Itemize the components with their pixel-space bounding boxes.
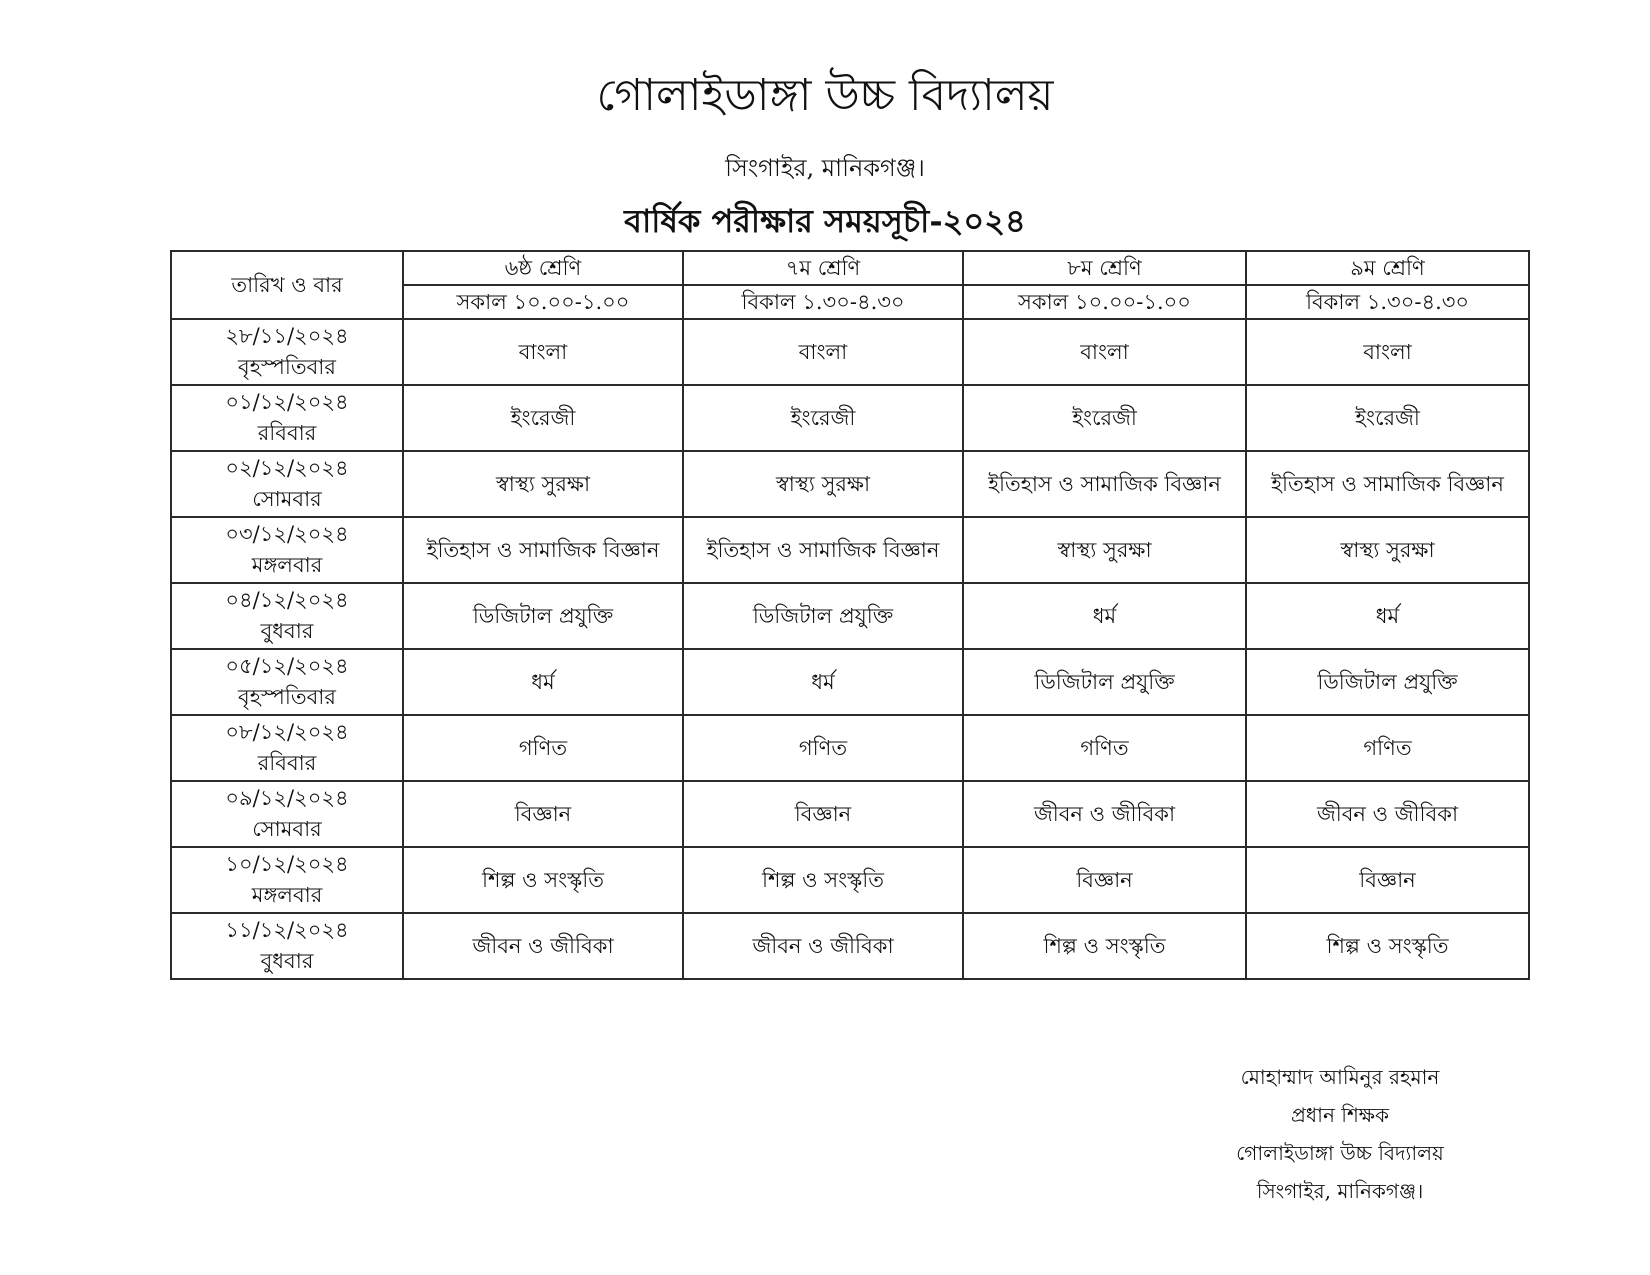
date-day-cell — [171, 517, 403, 583]
exam-title: বার্ষিক পরীক্ষার সময়সূচী-২০২৪ — [624, 202, 1026, 240]
subject-cell: ইংরেজী — [683, 385, 963, 451]
exam-routine-table — [170, 250, 1530, 980]
subject-cell: শিল্প ও সংস্কৃতি — [1246, 913, 1529, 979]
date-day-cell — [171, 715, 403, 781]
subject-cell: ধর্ম — [963, 583, 1246, 649]
subject-cell: বাংলা — [683, 319, 963, 385]
table-header-row-classes — [171, 251, 1529, 285]
exam-date: ০৮/১২/২০২৪ — [225, 720, 349, 744]
subject-cell: জীবন ও জীবিকা — [1246, 781, 1529, 847]
table-row — [171, 913, 1529, 979]
exam-date: ০২/১২/২০২৪ — [225, 456, 349, 480]
subject-cell: বিজ্ঞান — [683, 781, 963, 847]
subject-cell: ইংরেজী — [1246, 385, 1529, 451]
exam-date: ০১/১২/২০২৪ — [225, 390, 349, 414]
exam-day: মঙ্গলবার — [251, 553, 323, 577]
subject-cell: ডিজিটাল প্রযুক্তি — [963, 649, 1246, 715]
subject-cell: ডিজিটাল প্রযুক্তি — [1246, 649, 1529, 715]
class-header: ৮ম শ্রেণি — [963, 251, 1246, 285]
subject-cell: ধর্ম — [683, 649, 963, 715]
subject-cell: শিল্প ও সংস্কৃতি — [683, 847, 963, 913]
subject-cell: বাংলা — [1246, 319, 1529, 385]
signatory-designation: প্রধান শিক্ষক — [1291, 1103, 1389, 1127]
exam-day: বুধবার — [260, 619, 314, 643]
class-header: ৭ম শ্রেণি — [683, 251, 963, 285]
subject-cell: বিজ্ঞান — [1246, 847, 1529, 913]
subject-cell: শিল্প ও সংস্কৃতি — [403, 847, 683, 913]
exam-date: ০৫/১২/২০২৪ — [225, 654, 349, 678]
table-row — [171, 583, 1529, 649]
subject-cell: বাংলা — [963, 319, 1246, 385]
subject-cell: গণিত — [963, 715, 1246, 781]
table-row — [171, 649, 1529, 715]
exam-time-header: বিকাল ১.৩০-৪.৩০ — [683, 285, 963, 319]
subject-cell: ডিজিটাল প্রযুক্তি — [403, 583, 683, 649]
date-day-cell — [171, 583, 403, 649]
exam-date: ০৩/১২/২০২৪ — [225, 522, 349, 546]
subject-cell: গণিত — [1246, 715, 1529, 781]
class-header: ৬ষ্ঠ শ্রেণি — [403, 251, 683, 285]
date-day-cell — [171, 319, 403, 385]
subject-cell: বাংলা — [403, 319, 683, 385]
date-day-cell — [171, 913, 403, 979]
date-day-cell — [171, 385, 403, 451]
subject-cell: গণিত — [683, 715, 963, 781]
subject-cell: স্বাস্থ্য সুরক্ষা — [403, 451, 683, 517]
class-header: ৯ম শ্রেণি — [1246, 251, 1529, 285]
exam-date: ২৮/১১/২০২৪ — [225, 324, 349, 348]
date-day-cell — [171, 649, 403, 715]
exam-day: বৃহস্পতিবার — [238, 685, 336, 709]
subject-cell: ইতিহাস ও সামাজিক বিজ্ঞান — [683, 517, 963, 583]
date-day-cell — [171, 847, 403, 913]
date-day-header: তারিখ ও বার — [171, 251, 403, 319]
exam-day: বুধবার — [260, 949, 314, 973]
signatory-location: সিংগাইর, মানিকগঞ্জ। — [1256, 1179, 1424, 1203]
table-row — [171, 385, 1529, 451]
subject-cell: ধর্ম — [1246, 583, 1529, 649]
subject-cell: গণিত — [403, 715, 683, 781]
table-row — [171, 715, 1529, 781]
table-row — [171, 451, 1529, 517]
subject-cell: বিজ্ঞান — [963, 847, 1246, 913]
exam-day: মঙ্গলবার — [251, 883, 323, 907]
date-day-cell — [171, 451, 403, 517]
exam-date: ০৯/১২/২০২৪ — [225, 786, 349, 810]
table-row — [171, 781, 1529, 847]
subject-cell: ইতিহাস ও সামাজিক বিজ্ঞান — [1246, 451, 1529, 517]
exam-date: ১১/১২/২০২৪ — [225, 918, 349, 942]
exam-day: সোমবার — [252, 487, 322, 511]
subject-cell: বিজ্ঞান — [403, 781, 683, 847]
table-row — [171, 517, 1529, 583]
subject-cell: স্বাস্থ্য সুরক্ষা — [683, 451, 963, 517]
date-day-cell — [171, 781, 403, 847]
exam-time-header: সকাল ১০.০০-১.০০ — [403, 285, 683, 319]
subject-cell: ডিজিটাল প্রযুক্তি — [683, 583, 963, 649]
subject-cell: জীবন ও জীবিকা — [963, 781, 1246, 847]
subject-cell: ইংরেজী — [963, 385, 1246, 451]
table-row — [171, 319, 1529, 385]
subject-cell: ইতিহাস ও সামাজিক বিজ্ঞান — [403, 517, 683, 583]
table-body — [171, 319, 1529, 979]
exam-date: ১০/১২/২০২৪ — [225, 852, 349, 876]
signatory-name: মোহাম্মাদ আমিনুর রহমান — [1240, 1065, 1440, 1089]
subject-cell: শিল্প ও সংস্কৃতি — [963, 913, 1246, 979]
signatory-school: গোলাইডাঙ্গা উচ্চ বিদ্যালয় — [1236, 1141, 1444, 1165]
subject-cell: ধর্ম — [403, 649, 683, 715]
signature-block — [1180, 1058, 1500, 1210]
exam-day: বৃহস্পতিবার — [238, 355, 336, 379]
subject-cell: জীবন ও জীবিকা — [683, 913, 963, 979]
exam-day: রবিবার — [257, 421, 317, 445]
subject-cell: ইতিহাস ও সামাজিক বিজ্ঞান — [963, 451, 1246, 517]
exam-time-header: বিকাল ১.৩০-৪.৩০ — [1246, 285, 1529, 319]
subject-cell: জীবন ও জীবিকা — [403, 913, 683, 979]
school-name: গোলাইডাঙ্গা উচ্চ বিদ্যালয় — [596, 70, 1054, 121]
subject-cell: স্বাস্থ্য সুরক্ষা — [963, 517, 1246, 583]
exam-day: সোমবার — [252, 817, 322, 841]
table-row — [171, 847, 1529, 913]
school-location: সিংগাইর, মানিকগঞ্জ। — [725, 154, 925, 182]
exam-date: ০৪/১২/২০২৪ — [225, 588, 349, 612]
exam-time-header: সকাল ১০.০০-১.০০ — [963, 285, 1246, 319]
subject-cell: স্বাস্থ্য সুরক্ষা — [1246, 517, 1529, 583]
subject-cell: ইংরেজী — [403, 385, 683, 451]
exam-day: রবিবার — [257, 751, 317, 775]
